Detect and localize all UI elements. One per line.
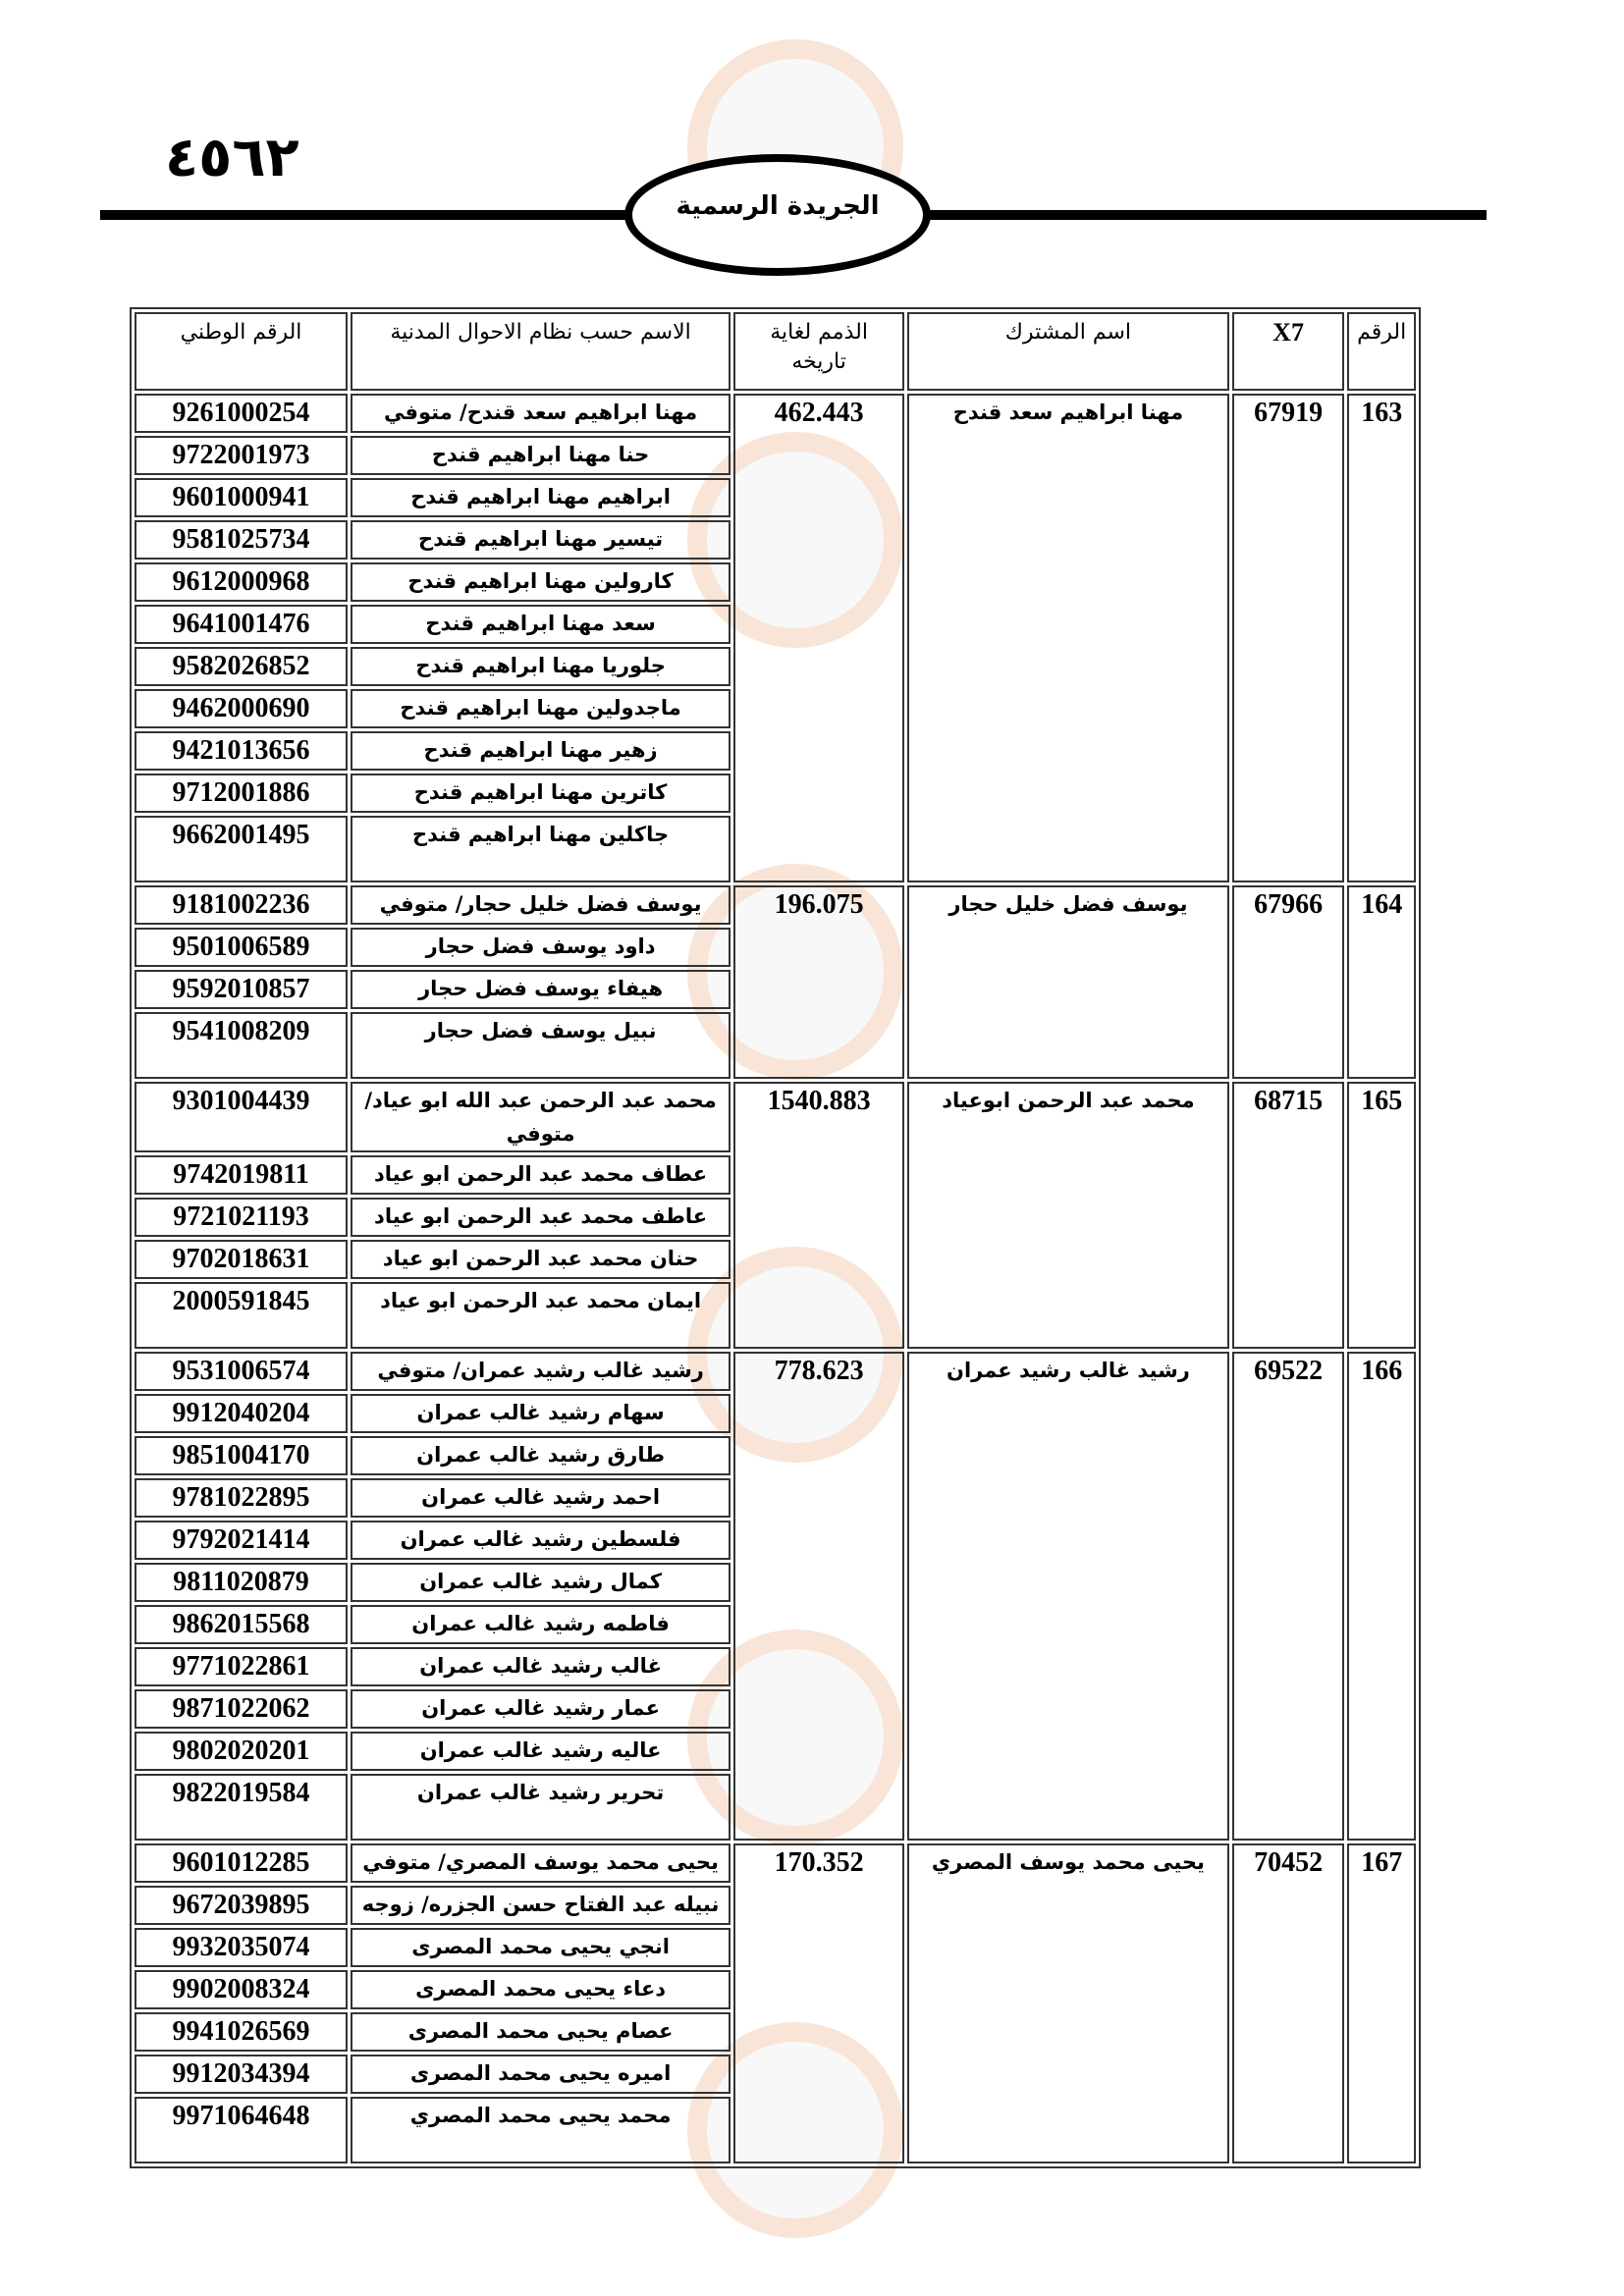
record-subscriber-name: مهنا ابراهيم سعد قندح bbox=[907, 394, 1229, 882]
table-row bbox=[135, 1352, 1416, 1391]
person-national-id: 9501006589 bbox=[135, 928, 348, 967]
person-civil-name: يحيى محمد يوسف المصري/ متوفي bbox=[351, 1843, 731, 1883]
person-national-id: 9802020201 bbox=[135, 1732, 348, 1771]
person-civil-name: زهير مهنا ابراهيم قندح bbox=[351, 731, 731, 771]
person-civil-name: ايمان محمد عبد الرحمن ابو عياد bbox=[351, 1282, 731, 1349]
record-serial: 167 bbox=[1347, 1843, 1416, 2163]
person-national-id: 9582026852 bbox=[135, 647, 348, 686]
table-row bbox=[135, 1082, 1416, 1152]
person-civil-name: كمال رشيد غالب عمران bbox=[351, 1563, 731, 1602]
person-civil-name: تيسير مهنا ابراهيم قندح bbox=[351, 520, 731, 560]
person-national-id: 9912034394 bbox=[135, 2055, 348, 2094]
person-civil-name: كارولين مهنا ابراهيم قندح bbox=[351, 562, 731, 602]
person-national-id: 9871022062 bbox=[135, 1689, 348, 1729]
person-national-id: 9612000968 bbox=[135, 562, 348, 602]
person-national-id: 9592010857 bbox=[135, 970, 348, 1009]
person-national-id: 9902008324 bbox=[135, 1970, 348, 2009]
person-national-id: 9721021193 bbox=[135, 1198, 348, 1237]
record-subscriber-name: محمد عبد الرحمن ابوعياد bbox=[907, 1082, 1229, 1349]
person-civil-name: عاليه رشيد غالب عمران bbox=[351, 1732, 731, 1771]
person-civil-name: مهنا ابراهيم سعد قندح/ متوفي bbox=[351, 394, 731, 433]
person-national-id: 9862015568 bbox=[135, 1605, 348, 1644]
person-national-id: 9792021414 bbox=[135, 1521, 348, 1560]
person-national-id: 9421013656 bbox=[135, 731, 348, 771]
person-national-id: 9672039895 bbox=[135, 1886, 348, 1925]
col-header-dues: الذمم لغاية تاريخه bbox=[733, 312, 904, 391]
person-national-id: 9462000690 bbox=[135, 689, 348, 728]
person-national-id: 9702018631 bbox=[135, 1240, 348, 1279]
person-civil-name: يوسف فضل خليل حجار/ متوفي bbox=[351, 885, 731, 925]
col-header-x7: X7 bbox=[1232, 312, 1345, 391]
person-civil-name: تحرير رشيد غالب عمران bbox=[351, 1774, 731, 1841]
record-x7: 70452 bbox=[1232, 1843, 1345, 2163]
person-civil-name: حنان محمد عبد الرحمن ابو عياد bbox=[351, 1240, 731, 1279]
table-header-row bbox=[135, 312, 1416, 391]
person-civil-name: انجي يحيى محمد المصرى bbox=[351, 1928, 731, 1967]
person-national-id: 9912040204 bbox=[135, 1394, 348, 1433]
person-national-id: 9301004439 bbox=[135, 1082, 348, 1152]
person-civil-name: محمد يحيى محمد المصري bbox=[351, 2097, 731, 2163]
subscribers-table bbox=[130, 307, 1421, 2168]
person-national-id: 9662001495 bbox=[135, 816, 348, 882]
person-national-id: 9261000254 bbox=[135, 394, 348, 433]
page-number: ٤٥٦٢ bbox=[165, 126, 299, 189]
person-national-id: 9941026569 bbox=[135, 2012, 348, 2052]
record-dues: 170.352 bbox=[733, 1843, 904, 2163]
person-civil-name: محمد عبد الرحمن عبد الله ابو عياد/ متوفي bbox=[351, 1082, 731, 1152]
person-national-id: 9181002236 bbox=[135, 885, 348, 925]
person-civil-name: ماجدولين مهنا ابراهيم قندح bbox=[351, 689, 731, 728]
person-civil-name: رشيد غالب رشيد عمران/ متوفي bbox=[351, 1352, 731, 1391]
person-civil-name: سهام رشيد غالب عمران bbox=[351, 1394, 731, 1433]
record-serial: 166 bbox=[1347, 1352, 1416, 1841]
person-civil-name: فلسطين رشيد غالب عمران bbox=[351, 1521, 731, 1560]
record-subscriber-name: يحيى محمد يوسف المصري bbox=[907, 1843, 1229, 2163]
person-civil-name: ابراهيم مهنا ابراهيم قندح bbox=[351, 478, 731, 517]
person-national-id: 9851004170 bbox=[135, 1436, 348, 1475]
table-row bbox=[135, 885, 1416, 925]
record-subscriber-name: رشيد غالب رشيد عمران bbox=[907, 1352, 1229, 1841]
person-civil-name: طارق رشيد غالب عمران bbox=[351, 1436, 731, 1475]
person-civil-name: احمد رشيد غالب عمران bbox=[351, 1478, 731, 1518]
col-header-serial: الرقم bbox=[1347, 312, 1416, 391]
person-national-id: 9531006574 bbox=[135, 1352, 348, 1391]
person-national-id: 9601012285 bbox=[135, 1843, 348, 1883]
publication-title-oval bbox=[624, 154, 931, 276]
record-x7: 67966 bbox=[1232, 885, 1345, 1079]
person-national-id: 9712001886 bbox=[135, 774, 348, 813]
person-national-id: 9811020879 bbox=[135, 1563, 348, 1602]
person-civil-name: هيفاء يوسف فضل حجار bbox=[351, 970, 731, 1009]
person-national-id: 9541008209 bbox=[135, 1012, 348, 1079]
person-national-id: 2000591845 bbox=[135, 1282, 348, 1349]
person-civil-name: غالب رشيد غالب عمران bbox=[351, 1647, 731, 1686]
person-civil-name: عمار رشيد غالب عمران bbox=[351, 1689, 731, 1729]
col-header-national-id: الرقم الوطني bbox=[135, 312, 348, 391]
person-civil-name: عاطف محمد عبد الرحمن ابو عياد bbox=[351, 1198, 731, 1237]
record-subscriber-name: يوسف فضل خليل حجار bbox=[907, 885, 1229, 1079]
person-national-id: 9971064648 bbox=[135, 2097, 348, 2163]
person-national-id: 9781022895 bbox=[135, 1478, 348, 1518]
record-serial: 164 bbox=[1347, 885, 1416, 1079]
record-serial: 165 bbox=[1347, 1082, 1416, 1349]
person-civil-name: اميره يحيى محمد المصرى bbox=[351, 2055, 731, 2094]
person-national-id: 9722001973 bbox=[135, 436, 348, 475]
person-civil-name: سعد مهنا ابراهيم قندح bbox=[351, 605, 731, 644]
table-row bbox=[135, 394, 1416, 433]
person-civil-name: كاترين مهنا ابراهيم قندح bbox=[351, 774, 731, 813]
publication-title: الجريدة الرسمية bbox=[676, 191, 880, 221]
record-dues: 196.075 bbox=[733, 885, 904, 1079]
person-national-id: 9932035074 bbox=[135, 1928, 348, 1967]
record-dues: 462.443 bbox=[733, 394, 904, 882]
person-national-id: 9641001476 bbox=[135, 605, 348, 644]
person-civil-name: جاكلين مهنا ابراهيم قندح bbox=[351, 816, 731, 882]
person-national-id: 9601000941 bbox=[135, 478, 348, 517]
person-civil-name: حنا مهنا ابراهيم قندح bbox=[351, 436, 731, 475]
record-dues: 778.623 bbox=[733, 1352, 904, 1841]
person-national-id: 9822019584 bbox=[135, 1774, 348, 1841]
record-x7: 68715 bbox=[1232, 1082, 1345, 1349]
record-x7: 67919 bbox=[1232, 394, 1345, 882]
person-civil-name: عطاف محمد عبد الرحمن ابو عياد bbox=[351, 1155, 731, 1195]
record-x7: 69522 bbox=[1232, 1352, 1345, 1841]
record-serial: 163 bbox=[1347, 394, 1416, 882]
col-header-civil-name: الاسم حسب نظام الاحوال المدنية bbox=[351, 312, 731, 391]
person-civil-name: نبيله عبد الفتاح حسن الجزره/ زوجه bbox=[351, 1886, 731, 1925]
person-civil-name: دعاء يحيى محمد المصرى bbox=[351, 1970, 731, 2009]
person-civil-name: فاطمه رشيد غالب عمران bbox=[351, 1605, 731, 1644]
person-civil-name: جلوريا مهنا ابراهيم قندح bbox=[351, 647, 731, 686]
person-civil-name: عصام يحيى محمد المصرى bbox=[351, 2012, 731, 2052]
col-header-subscriber-name: اسم المشترك bbox=[907, 312, 1229, 391]
person-civil-name: نبيل يوسف فضل حجار bbox=[351, 1012, 731, 1079]
record-dues: 1540.883 bbox=[733, 1082, 904, 1349]
table-row bbox=[135, 1843, 1416, 1883]
person-civil-name: داود يوسف فضل حجار bbox=[351, 928, 731, 967]
person-national-id: 9771022861 bbox=[135, 1647, 348, 1686]
person-national-id: 9581025734 bbox=[135, 520, 348, 560]
person-national-id: 9742019811 bbox=[135, 1155, 348, 1195]
